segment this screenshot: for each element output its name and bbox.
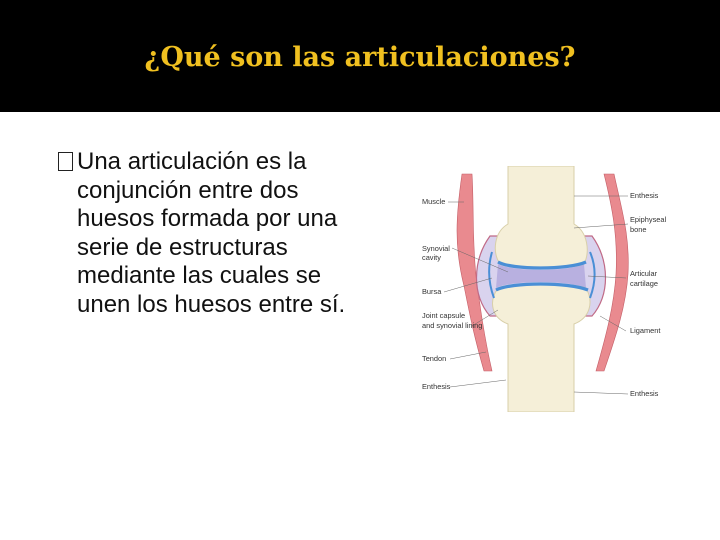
label-tendon: Tendon [422,354,447,363]
label-ligament: Ligament [630,326,661,335]
slide-title: ¿Qué son las articulaciones? [144,42,576,73]
label-articular-2: cartilage [630,279,658,288]
label-synovial-2: cavity [422,253,441,262]
label-enthesis-top: Enthesis [630,191,659,200]
bullet-box-icon [58,152,73,171]
label-epiphyseal-1: Epiphyseal [630,215,667,224]
label-bursa: Bursa [422,287,442,296]
label-enthesis-bottom: Enthesis [630,389,659,398]
label-capsule-1: Joint capsule [422,311,466,320]
label-articular-1: Articular [630,269,658,278]
label-capsule-2: and synovial lining [422,321,483,330]
label-enthesis-left: Enthesis [422,382,451,391]
upper-bone [495,166,587,269]
label-epiphyseal-2: bone [630,225,647,234]
title-band [0,0,720,112]
label-muscle: Muscle [422,197,446,206]
joint-diagram [408,166,678,412]
bullet-text: Una articulación es la conjunción entre dos huesos formada por una serie de estructuras mediante las cuales se unen los huesos entre sí. [77,148,346,318]
bullet-item [58,148,358,319]
label-synovial-1: Synovial [422,244,450,253]
lower-bone [493,284,590,413]
